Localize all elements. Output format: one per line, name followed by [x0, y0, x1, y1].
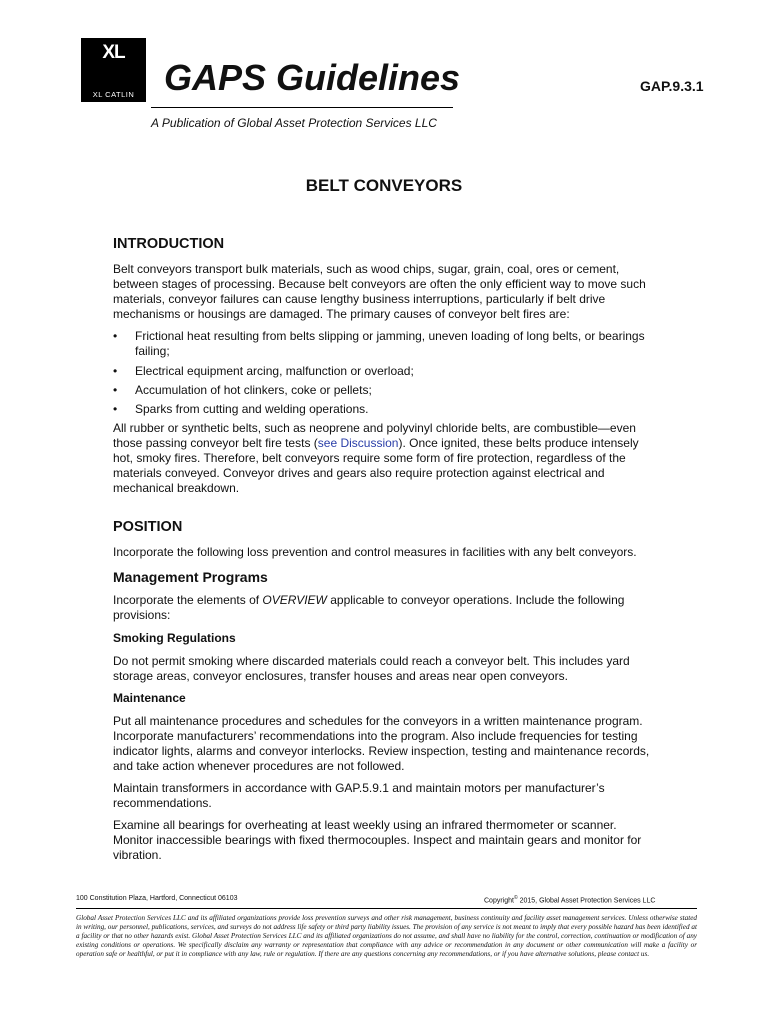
footer-address: 100 Constitution Plaza, Hartford, Connecticut 06103: [76, 895, 238, 902]
publication-title: GAPS Guidelines: [164, 57, 461, 98]
list-item-text: Frictional heat resulting from belts slipping or jamming, uneven loading of long belts, or bearings failing;: [135, 329, 645, 358]
paragraph-text: applicable to conveyor operations. Include the following provisions:: [113, 593, 625, 622]
copyright-text: 2015, Global Asset Protection Services LLC: [517, 897, 656, 905]
logo-brand: XL CATLIN: [92, 90, 135, 99]
introduction-paragraph: Belt conveyors transport bulk materials, such as wood chips, sugar, grain, coal, ores or cement, between stages of processing. Because belt conveyors are often the only efficient way to move such materials, conveyor failures can cause lengthy business interruptions, particularly if belt drive mechanisms or housings are damaged. The primary causes of conveyor belt fires are:: [113, 262, 646, 321]
bullet-icon: •: [113, 364, 118, 378]
see-discussion-link[interactable]: see Discussion: [317, 436, 399, 450]
bullet-icon: •: [113, 383, 118, 397]
document-code: GAP.9.3.1: [640, 78, 704, 94]
logo-mark: XL: [102, 42, 125, 63]
xl-catlin-logo: [81, 38, 146, 102]
management-programs-heading: Management Programs: [113, 569, 268, 585]
legal-disclaimer: Global Asset Protection Services LLC and its affiliated organizations provide loss prevention surveys and other risk management, business continuity and facility asset management services. Unless otherwise stated in writing, our personnel, publications, services, and surveys do not address life safety or third party liability issues. The provision of any service is not meant to imply that every possible hazard has been identified at a facility or that no other hazards exist. Global Asset Protection Services LLC and its affiliated organizations do not assume, and shall have no liability for the control, correction, continuation or modification of any existing conditions or operations. We specifically disclaim any warranty or representation that compliance with any advice or recommendation in any document or other communication will make a facility or operation safe or healthful, or put it in compliance with any law, rule or regulation. If there are any questions concerning any recommendations, or if you have alternative solutions, please contact us.: [76, 914, 697, 958]
footer-rule: [76, 908, 697, 909]
smoking-paragraph: Do not permit smoking where discarded materials could reach a conveyor belt. This includes yard storage areas, conveyor enclosures, transfer houses and areas near open conveyors.: [113, 654, 630, 683]
introduction-heading: INTRODUCTION: [113, 236, 225, 252]
smoking-regulations-heading: Smoking Regulations: [113, 631, 236, 645]
list-item-text: Electrical equipment arcing, malfunction or overload;: [135, 364, 414, 378]
list-item-text: Sparks from cutting and welding operations.: [135, 402, 369, 416]
header-rule: [151, 107, 453, 108]
footer-copyright: [484, 895, 655, 904]
maintenance-paragraph: Put all maintenance procedures and schedules for the conveyors in a written maintenance program. Incorporate manufacturers’ recommendations into the program. Also include frequencies for testing indicator lights, alarms and conveyor interlocks. Review inspection, testing and maintenance records, and take action whenever procedures are not followed.: [113, 714, 650, 773]
paragraph-text: ). Once ignited, these belts produce intensely hot, smoky fires. Therefore, belt conveyors require some form of fire protection, regardless of the materials conveyed. Conveyor drives and gears also require protection against electrical and mechanical breakdown.: [113, 436, 639, 495]
position-heading: POSITION: [113, 519, 183, 535]
copyright-symbol: ©: [513, 895, 518, 901]
bullet-icon: •: [113, 402, 118, 416]
management-paragraph: [113, 593, 658, 623]
list-item-text: Accumulation of hot clinkers, coke or pellets;: [135, 383, 372, 397]
paragraph-text: Incorporate the elements of: [113, 593, 263, 607]
bearings-paragraph: Examine all bearings for overheating at least weekly using an infrared thermometer or scanner. Monitor inaccessible bearings with fixed thermocouples. Inspect and maintain gears and monitor for vibration.: [113, 818, 642, 862]
combustibility-paragraph: [113, 421, 658, 496]
paragraph-text: All rubber or synthetic belts, such as neoprene and polyvinyl chloride belts, are combustible—even those passing conveyor belt fire tests (: [113, 421, 636, 450]
bullet-icon: •: [113, 329, 118, 343]
position-paragraph: Incorporate the following loss prevention and control measures in facilities with any belt conveyors.: [113, 545, 637, 559]
document-title: BELT CONVEYORS: [305, 176, 463, 195]
publication-subtitle: A Publication of Global Asset Protection Services LLC: [151, 116, 437, 130]
transformers-paragraph: Maintain transformers in accordance with GAP.5.9.1 and maintain motors per manufacturer’s recommendations.: [113, 781, 605, 810]
copyright-text: Copyright: [484, 897, 514, 905]
maintenance-heading: Maintenance: [113, 691, 186, 705]
overview-reference: OVERVIEW: [262, 593, 327, 607]
